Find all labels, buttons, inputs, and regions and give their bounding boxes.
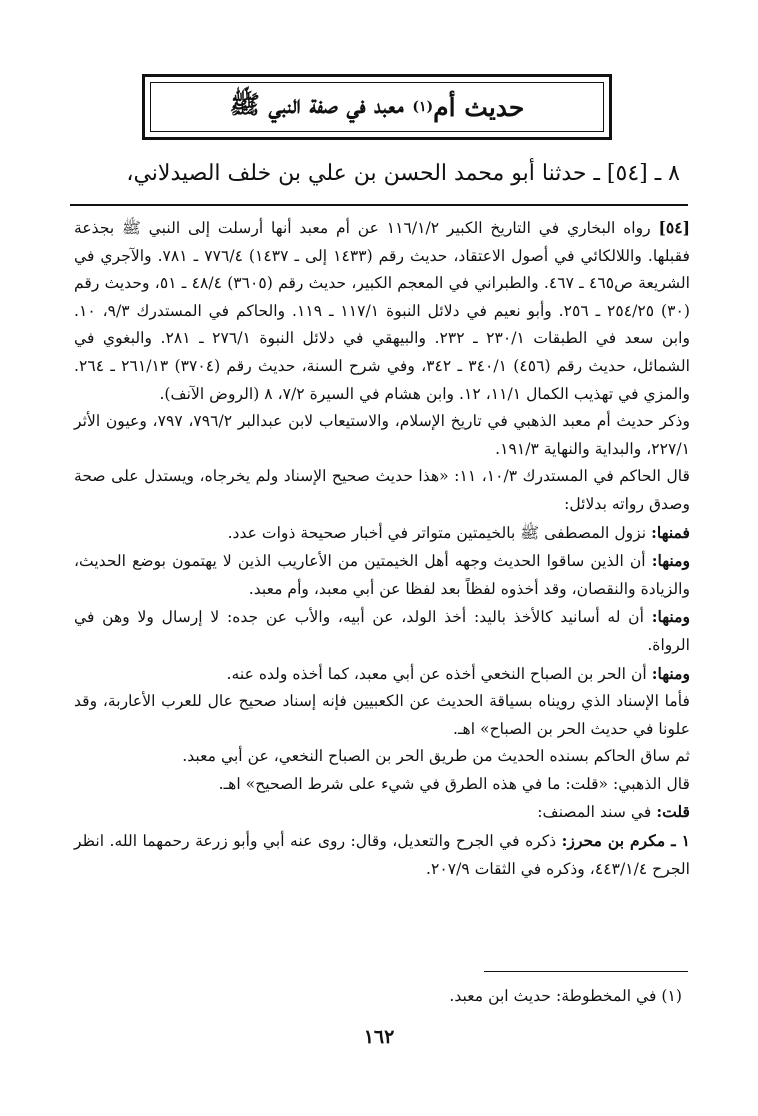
hadith-number: ٨ ـ [٥٤] ـ xyxy=(593,161,680,186)
note-text: رواه البخاري في التاريخ الكبير ١١٦/١/٢ عن أم معبد أنها أرسلت إلى النبي ﷺ بجذعة فقبلها. واللالكائي في أصول الاعتقاد، حديث رقم (١٤٣٣ إلى ـ ١٤٣٧) ٧٧٦/٤ ـ ٧٨١. والآجري في الشريعة ص٤٦٥ ـ ٤٦٧. والطبراني في المعجم الكبير، حديث رقم (٣٦٠٥) ٤٨/٤ ـ ٥١، وحديث رقم (٣٠) ٢٥٤/٢٥ ـ ٢٥٦. وأبو نعيم في دلائل النبوة ١١٧/١ ـ ١١٩. والحاكم في المستدرك ٩/٣، ١٠. وابن سعد في الطبقات ٢٣٠/١ ـ ٢٣٢. والبيهقي في دلائل النبوة ٢٧٦/١ ـ ٢٨١. والبغوي في الشمائل، حديث رقم (٤٥٦) ٣٤٠/١ ـ ٣٤٢، وفي شرح السنة، حديث رقم (٣٧٠٤) ٢٦١/١٣ ـ ٢٦٤. والمزي في تهذيب الكمال ١١/١، ١٢. وابن هشام في السيرة ٧/٢، ٨ (الروض الآنف). xyxy=(74,219,691,403)
chapter-title-after: معبد في صفة النبي ﷺ xyxy=(229,89,404,119)
note-text: أن الذين ساقوا الحديث وجهه أهل الخيمتين من الأعاريب الذين لا يهتمون بوضع الحديث، والزيادة والنقصان، وقد أخذوه لفظاً بعد لفظا عن أبي معبد، وأم معبد. xyxy=(74,552,690,598)
main-separator xyxy=(70,204,688,206)
note-paragraph xyxy=(74,519,690,548)
note-lead: ومنها: xyxy=(651,551,690,571)
hadith-text: حدثنا أبو محمد الحسن بن علي بن خلف الصيدلاني، xyxy=(126,161,587,186)
note-paragraph: قال الحاكم في المستدرك ١٠/٣، ١١: «هذا حديث صحيح الإسناد ولم يخرجاه، ويستدل على صحة وصدق رواته بدلائل: xyxy=(74,467,690,513)
note-lead: قلت: xyxy=(656,802,690,822)
note-lead: ومنها: xyxy=(651,607,690,627)
note-paragraph xyxy=(74,798,690,827)
footnote-marker: (١) xyxy=(661,987,682,1005)
note-paragraph: ثم ساق الحاكم بسنده الحديث من طريق الحر بن الصباح النخعي، عن أبي معبد. xyxy=(182,747,690,766)
commentary xyxy=(74,214,690,883)
note-lead: ١ ـ مكرم بن محرز: xyxy=(561,831,690,851)
chapter-title-before: حديث أم xyxy=(433,92,525,122)
note-paragraph xyxy=(74,547,690,603)
note-paragraph: فأما الإسناد الذي رويناه بسياقة الحديث عن الكعبيين فإنه إسناد صحيح عال للعرب الأعاربة، وقد علونا في حديث الحر بن الصباح» اهـ. xyxy=(74,692,690,738)
note-reference: [٥٤] xyxy=(658,218,690,237)
footnote-text: في المخطوطة: حديث ابن معبد. xyxy=(449,987,657,1005)
note-text: أن له أسانيد كالأخذ باليد: أخذ الولد، عن أبيه، والأب عن جده: لا إرسال ولا وهن في الرواة. xyxy=(74,608,690,654)
footnote-separator xyxy=(484,971,688,972)
note-text: ذكره في الجرح والتعديل، وقال: روى عنه أبي وأبو زرعة رحمهما الله. انظر الجرح ٤٤٣/١/٤، وذكره في الثقات ٢٠٧/٩. xyxy=(74,832,690,878)
note-text: في سند المصنف: xyxy=(537,803,652,822)
note-paragraph xyxy=(74,214,690,408)
note-paragraph xyxy=(74,603,690,659)
hadith-line xyxy=(70,152,680,196)
page-number: ١٦٢ xyxy=(363,1026,395,1048)
note-paragraph: وذكر حديث أم معبد الذهبي في تاريخ الإسلام، والاستيعاب لابن عبدالبر ٧٩٦/٢، ٧٩٧، وعيون الأثر ٢٢٧/١، والبداية والنهاية ١٩١/٣. xyxy=(74,412,690,458)
footnote xyxy=(70,982,682,1010)
note-lead: فمنها: xyxy=(651,522,690,542)
note-lead: ومنها: xyxy=(651,663,690,683)
note-paragraph xyxy=(74,660,690,689)
title-frame xyxy=(142,74,612,140)
chapter-title: حديث أم (١) معبد في صفة النبي ﷺ xyxy=(150,82,604,132)
note-paragraph xyxy=(74,827,690,883)
note-paragraph: قال الذهبي: «قلت: ما في هذه الطرق في شيء على شرط الصحيح» اهـ. xyxy=(218,774,690,793)
note-text: نزول المصطفى ﷺ بالخيمتين متواتر في أخبار صحيحة ذوات عدد. xyxy=(227,523,647,542)
note-text: أن الحر بن الصباح النخعي أخذه عن أبي معبد، كما أخذه ولده عنه. xyxy=(226,664,647,683)
